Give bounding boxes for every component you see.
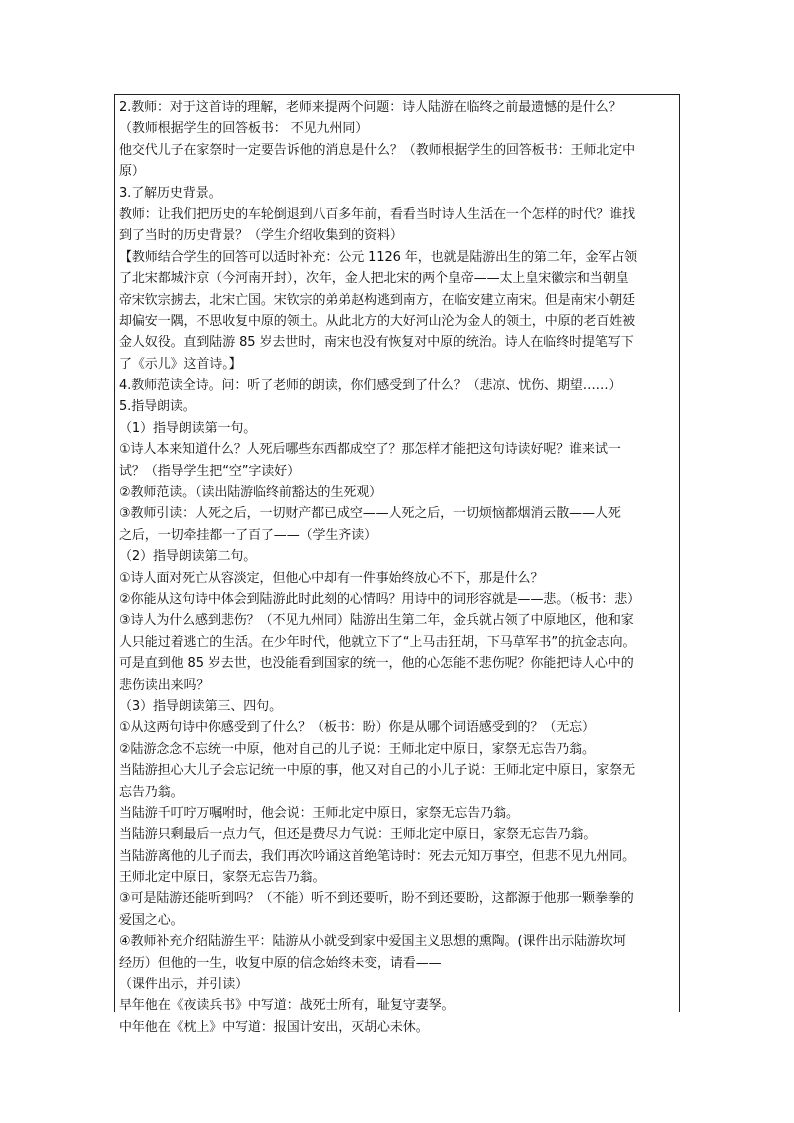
text-line: （1）指导朗读第一句。 (119, 420, 257, 436)
text-line: ②你能从这句诗中体会到陆游此时此刻的心情吗？用诗中的词形容就是——悲。（板书：悲） (119, 591, 641, 607)
text-line: ②教师范读。（读出陆游临终前豁达的生死观） (119, 485, 383, 501)
text-line: 他交代儿子在家祭时一定要告诉他的消息是什么？（教师根据学生的回答板书：王师北定中 (119, 142, 636, 158)
text-line: 2.教师：对于这首诗的理解，老师来提两个问题：诗人陆游在临终之前最遗憾的是什么？ (119, 100, 622, 115)
text-line: 了北宋都城汴京（今河南开封），次年，金人把北宋的两个皇帝——太上皇宋徽宗和当朝皇 (119, 271, 629, 287)
text-line: 试？（指导学生把“空”字读好） (119, 463, 300, 479)
text-line: ③诗人为什么感到悲伤？（不见九州同）陆游出生第二年，金兵就占领了中原地区，他和家 (119, 613, 634, 629)
text-line: 早年他在《夜读兵书》中写道：战死士所有，耻复守妻孥。 (119, 998, 455, 1014)
text-line: ④教师补充介绍陆游生平：陆游从小就受到家中爱国主义思想的熏陶。(课件出示陆游坎坷 (119, 934, 626, 950)
text-line: 教师：让我们把历史的车轮倒退到八百多年前，看看当时诗人生活在一个怎样的时代？谁找 (119, 206, 636, 222)
text-line: （课件出示，并引读） (119, 977, 249, 993)
text-line: 爱国之心。 (119, 912, 184, 928)
text-line: （2）指导朗读第二句。 (119, 549, 257, 565)
text-line: 悲伤读出来吗？ (119, 677, 210, 693)
text-line: ②陆游念念不忘统一中原，他对自己的儿子说：王师北定中原日，家祭无忘告乃翁。 (119, 741, 595, 757)
text-line: ①从这两句诗中你感受到了什么？（板书：盼）你是从哪个词语感受到的？（无忘） (119, 720, 595, 736)
text-line: 经历）但他的一生，收复中原的信念始终未变，请看—— (119, 955, 442, 971)
text-line: 可是直到他 85 岁去世，也没能看到国家的统一，他的心怎能不悲伤呢？你能把诗人心中的 (119, 656, 634, 672)
text-line: 原） (119, 164, 145, 180)
text-line: 却偏安一隅，不思收复中原的领土。从此北方的大好河山沦为金人的领土，中原的老百姓被 (119, 313, 636, 329)
text-line: （教师根据学生的回答板书： 不见九州同） (119, 121, 369, 137)
document-body (119, 97, 681, 1038)
text-line: 王师北定中原日，家祭无忘告乃翁。 (119, 870, 326, 886)
text-line: 忘告乃翁。 (119, 784, 184, 800)
text-line: 5.指导朗读。 (119, 399, 196, 415)
text-line: 当陆游千叮咛万嘱咐时，他会说：王师北定中原日，家祭无忘告乃翁。 (119, 805, 519, 821)
text-line: 当陆游担心大儿子会忘记统一中原的事，他又对自己的小儿子说：王师北定中原日，家祭无 (119, 763, 636, 779)
text-line: 人只能过着逃亡的生活。在少年时代，他就立下了“上马击狂胡，下马草军书”的抗金志向。 (119, 634, 636, 650)
text-line: （3）指导朗读第三、四句。 (119, 698, 282, 714)
text-line: 当陆游离他的儿子而去，我们再次吟诵这首绝笔诗时：死去元知万事空，但悲不见九州同。 (119, 848, 636, 864)
text-line: ③教师引读：人死之后，一切财产都已成空——人死之后，一切烦恼都烟消云散——人死 (119, 506, 621, 522)
text-line: 【教师结合学生的回答可以适时补充：公元 1126 年，也就是陆游出生的第二年，金军占领 (119, 249, 638, 265)
text-line: 之后，一切牵挂都一了百了——（学生齐读） (119, 527, 378, 543)
text-line: 了《示儿》这首诗。】 (119, 356, 242, 372)
text-line: ①诗人本来知道什么？人死后哪些东西都成空了？那怎样才能把这句诗读好呢？谁来试一 (119, 442, 621, 458)
text-line: 到了当时的历史背景？（学生介绍收集到的资料） (119, 228, 403, 244)
text-line: 帝宋钦宗掳去，北宋亡国。宋钦宗的弟弟赵构逃到南方，在临安建立南宋。但是南宋小朝廷 (119, 292, 636, 308)
text-line: 金人奴役。直到陆游 85 岁去世时，南宋也没有恢复对中原的统治。诗人在临终时提笔写下 (119, 335, 634, 351)
text-line: ①诗人面对死亡从容淡定，但他心中却有一件事始终放心不下，那是什么？ (119, 570, 544, 586)
text-line: ③可是陆游还能听到吗？（不能）听不到还要听，盼不到还要盼，这都源于他那一颗拳拳的 (119, 891, 634, 907)
text-line: 4.教师范读全诗。问：听了老师的朗读，你们感受到了什么？（悲凉、忧伤、期望……） (119, 378, 622, 394)
text-line: 当陆游只剩最后一点力气，但还是费尽力气说：王师北定中原日，家祭无忘告乃翁。 (119, 827, 597, 843)
text-line: 3.了解历史背景。 (119, 185, 222, 201)
text-line: 中年他在《枕上》中写道：报国计安出，灭胡心未休。 (119, 1019, 429, 1035)
